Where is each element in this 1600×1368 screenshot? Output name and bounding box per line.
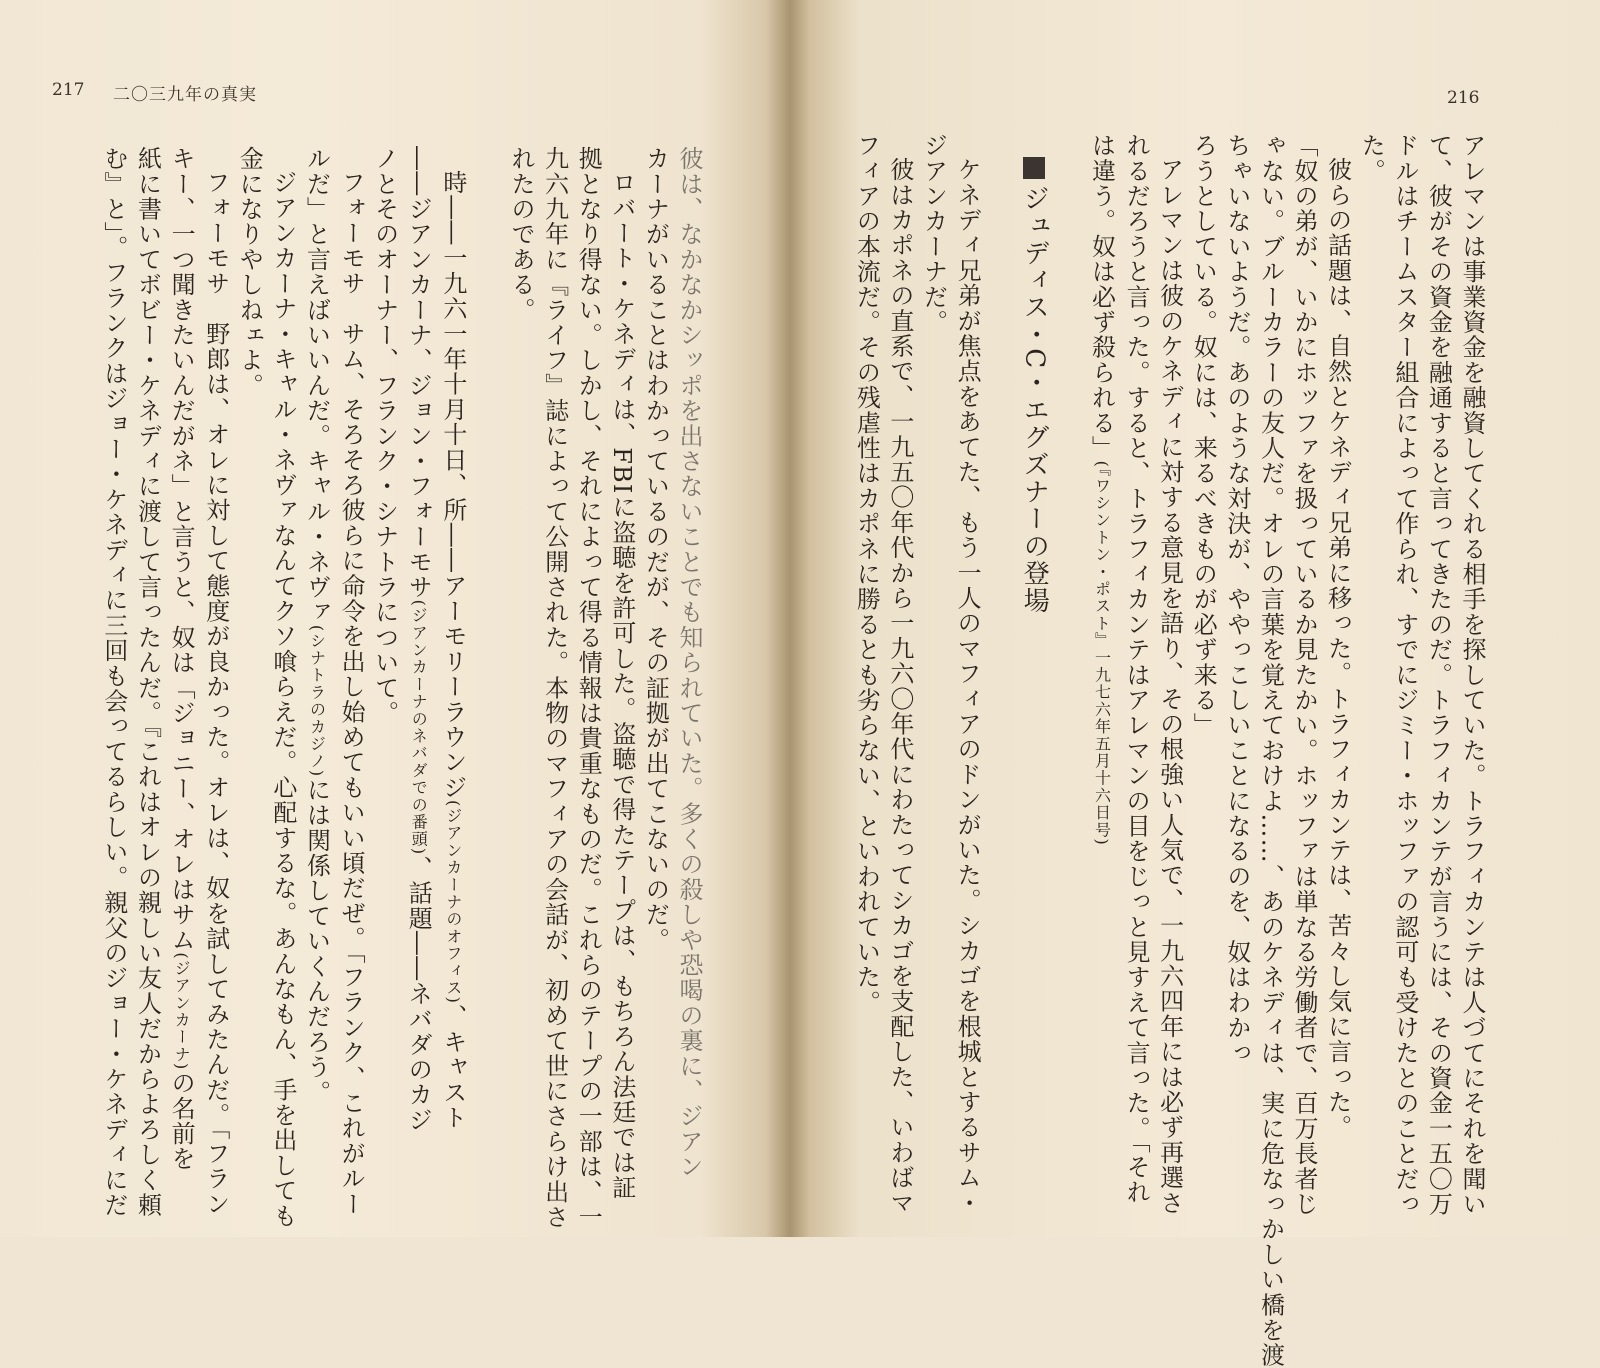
text-line bbox=[299, 146, 334, 1131]
text-run: 、キャスト bbox=[438, 1004, 467, 1131]
text-line: アレマンは彼のケネディに対する意見を語り、その根強い人気で、一九六四年には必ず再選さ bbox=[1155, 157, 1184, 1216]
text-run: 時――一九六一年十月十日、所――アーモリーラウンジ bbox=[438, 170, 467, 800]
inline-note: (シナトラのカジノ) bbox=[307, 624, 327, 778]
text-line: 彼はカポネの直系で、一九五〇年代から一九六〇年代にわたってシカゴを支配した、いわばマ bbox=[885, 157, 914, 1216]
text-line: アレマンは事業資金を融資してくれる相手を探していた。トラフィカンテは人づてにそれを聞い bbox=[1458, 133, 1486, 1217]
text-line: 彼らの話題は、自然とケネディ兄弟に移った。トラフィカンテは、苦々し気に言った。 bbox=[1323, 157, 1352, 1140]
inline-note: (ジアンカーナ) bbox=[172, 952, 192, 1071]
text-line: ロバート・ケネディは、FBIに盗聴を許可した。盗聴で得たテープは、もちろん法廷では証 bbox=[607, 170, 636, 1201]
text-line: フォーモサ 野郎は、オレに対して態度が良かった。オレは、奴を試してみたんだ。「フラン bbox=[201, 170, 230, 1217]
text-line: フィアの本流だ。その残虐性はカポネに勝るとも劣らない、といわれていた。 bbox=[852, 133, 881, 1015]
text-line: む』と」。フランクはジョー・ケネディに三回も会ってるらしい。親父のジョー・ケネディにだ bbox=[99, 146, 128, 1218]
text-line: ノとそのオーナー、フランク・シナトラについて。 bbox=[370, 146, 399, 726]
text-line: ケネディ兄弟が焦点をあてた、もう一人のマフィアのドンがいた。シカゴを根城とするサム・ bbox=[953, 157, 982, 1216]
right-page-body-text bbox=[849, 133, 1488, 1368]
text-line: れるだろうと言った。すると、トラフィカンテはアレマンの目をじっと見すえて言った。「それ bbox=[1122, 133, 1151, 1205]
text-run: には関係していくんだろう。 bbox=[302, 777, 331, 1105]
text-line: ドルはチームスター組合によって作られ、すでにジミー・ホッファの認可も受けたとのことだっ bbox=[1390, 133, 1419, 1217]
text-line: た。 bbox=[1357, 133, 1386, 184]
text-line: 拠となり得ない。しかし、それによって得る情報は貴重なものだ。これらのテープの一部は、一 bbox=[574, 146, 603, 1230]
left-page-body-text bbox=[96, 146, 705, 1230]
inline-note: (『ワシントン・ポスト』一九七六年五月十六日号) bbox=[1092, 460, 1112, 846]
text-run: の名前を bbox=[167, 1070, 196, 1172]
inline-note: (ジアンカーナのネバダでの番頭) bbox=[409, 599, 429, 856]
text-line bbox=[401, 146, 436, 1131]
blank-line bbox=[983, 133, 1017, 1133]
text-line: て、彼がその資金を融通すると言ってきたのだ。トラフィカンテが言うには、その資金一五〇万 bbox=[1424, 133, 1453, 1217]
text-line: 彼は、なかなかシッポを出さないことでも知られていた。多くの殺しや恐喝の裏に、ジアン bbox=[675, 146, 703, 1180]
text-run: キー、一つ聞きたいんだがネ」と言うと、奴は「ジョニー、オレはサム bbox=[167, 146, 196, 953]
blank-line bbox=[470, 146, 504, 1131]
text-run: ルだ」と言えばいいんだ。キャル・ネヴァ bbox=[302, 146, 331, 625]
page-number-217: 217 bbox=[52, 80, 85, 100]
text-line: カーナがいることはわかっているのだが、その証拠が出てこないのだ。 bbox=[641, 146, 670, 953]
text-line: フォーモサ サム、そろそろ彼らに命令を出し始めてもいい頃だぜ。「フランク、これがルー bbox=[337, 170, 366, 1217]
text-line bbox=[164, 146, 199, 1172]
text-line: ゃない。ブルーカラーの友人だ。オレの言葉を覚えておけよ……、あのケネディは、実に危なっかしい橋を渡 bbox=[1256, 133, 1285, 1368]
section-heading bbox=[1017, 133, 1051, 1133]
text-line bbox=[1084, 133, 1119, 1133]
text-run: は違う。奴は必ず殺られる」 bbox=[1087, 133, 1116, 461]
inline-note: (ジアンカーナのオフィス) bbox=[443, 800, 463, 1005]
text-line: 九六九年に『ライフ』誌によって公開された。本物のマフィアの会話が、初めて世にさらけ出さ bbox=[540, 146, 569, 1230]
left-page bbox=[0, 0, 785, 1237]
running-head: 二〇三九年の真実 bbox=[113, 85, 257, 105]
text-line bbox=[435, 146, 470, 1131]
blank-line bbox=[1050, 133, 1084, 1133]
right-page bbox=[800, 0, 1600, 1368]
text-run: 、話題――ネバダのカジ bbox=[404, 855, 433, 1133]
text-line: れたのである。 bbox=[507, 146, 536, 323]
text-line: 「奴の弟が、いかにホッファを扱っているか見たかい。ホッファは単なる労働者で、百万長者じ bbox=[1290, 133, 1319, 1217]
text-line: 紙に書いてボビー・ケネディに渡して言ったんだ。『これはオレの親しい友人だからよろしく頼 bbox=[133, 146, 162, 1218]
text-line: 金になりやしねェよ。 bbox=[235, 146, 264, 398]
section-heading-text: ジュディス・C・エグズナーの登場 bbox=[1019, 185, 1050, 615]
text-line: ちゃいないようだ。あのような対決が、ややっこしいことになるのを、奴はわかっ bbox=[1222, 133, 1251, 1066]
page-number-216: 216 bbox=[1447, 88, 1480, 108]
text-run: ――ジアンカーナ、ジョン・フォーモサ bbox=[404, 146, 433, 600]
heading-square-icon bbox=[1023, 157, 1045, 179]
text-line: ろうとしている。奴には、来るべきものが必ず来る」 bbox=[1189, 133, 1218, 738]
text-line: ジアンカーナだ。 bbox=[919, 133, 948, 335]
text-line: ジアンカーナ・キャル・ネヴァなんてクソ喰らえだ。心配するな。あんなもん、手を出しても bbox=[268, 170, 297, 1229]
